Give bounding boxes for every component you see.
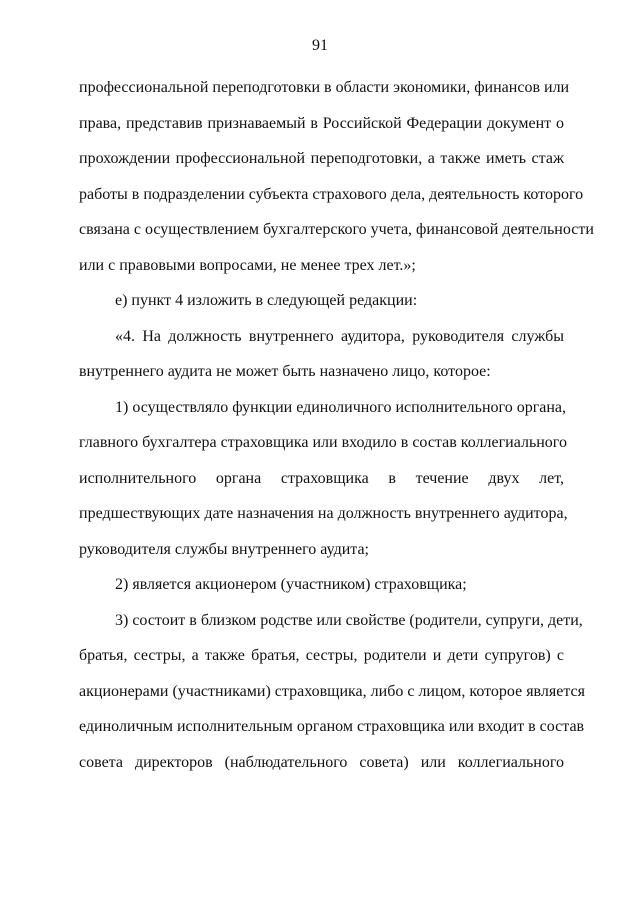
text-line: единоличным исполнительным органом страховщика или входит в состав (79, 718, 585, 735)
paragraph-subitem-1 (79, 390, 568, 568)
text-line: «4. На должность внутреннего аудитора, руководителя службы (115, 327, 564, 345)
text-line: связана с осуществлением бухгалтерского учета, финансовой деятельности (79, 221, 594, 238)
text-line: или с правовыми вопросами, не менее трех лет.»; (79, 256, 416, 274)
document-body (79, 70, 594, 780)
text-line: акционерами (участниками) страховщика, либо с лицом, которое является (79, 682, 585, 700)
text-line: главного бухгалтера страховщика или входило в состав коллегиального (79, 434, 567, 451)
paragraph-point-4 (79, 319, 564, 390)
text-line: исполнительного органа страховщика в течение двух лет, (79, 469, 564, 487)
text-line: профессиональной переподготовки в области экономики, финансов или (79, 79, 570, 96)
text-line: 3) состоит в близком родстве или свойстве (родители, супруги, дети, (115, 611, 583, 629)
paragraph-subitem-2 (79, 567, 564, 603)
paragraph-continuation (79, 70, 594, 283)
text-line: прохождении профессиональной переподготовки, а также иметь стаж (79, 150, 564, 167)
paragraph-subitem-3 (79, 603, 585, 781)
text-line: работы в подразделении субъекта страхового дела, деятельность которого (79, 185, 584, 203)
text-line: 2) является акционером (участником) страховщика; (115, 576, 467, 593)
text-line: братья, сестры, а также братья, сестры, родители и дети супругов) с (79, 647, 564, 664)
paragraph-item-e (79, 283, 564, 319)
text-line: внутреннего аудита не может быть назначено лицо, которое: (79, 363, 491, 380)
text-line: предшествующих дате назначения на должность внутреннего аудитора, (79, 505, 568, 522)
text-line: е) пункт 4 изложить в следующей редакции: (115, 292, 418, 309)
text-line: права, представив признаваемый в Российской Федерации документ о (79, 114, 564, 132)
page-number: 91 (312, 37, 328, 54)
text-line: совета директоров (наблюдательного совета) или коллегиального (79, 753, 564, 771)
text-line: 1) осуществляло функции единоличного исполнительного органа, (115, 398, 567, 416)
text-line: руководителя службы внутреннего аудита; (79, 540, 369, 558)
